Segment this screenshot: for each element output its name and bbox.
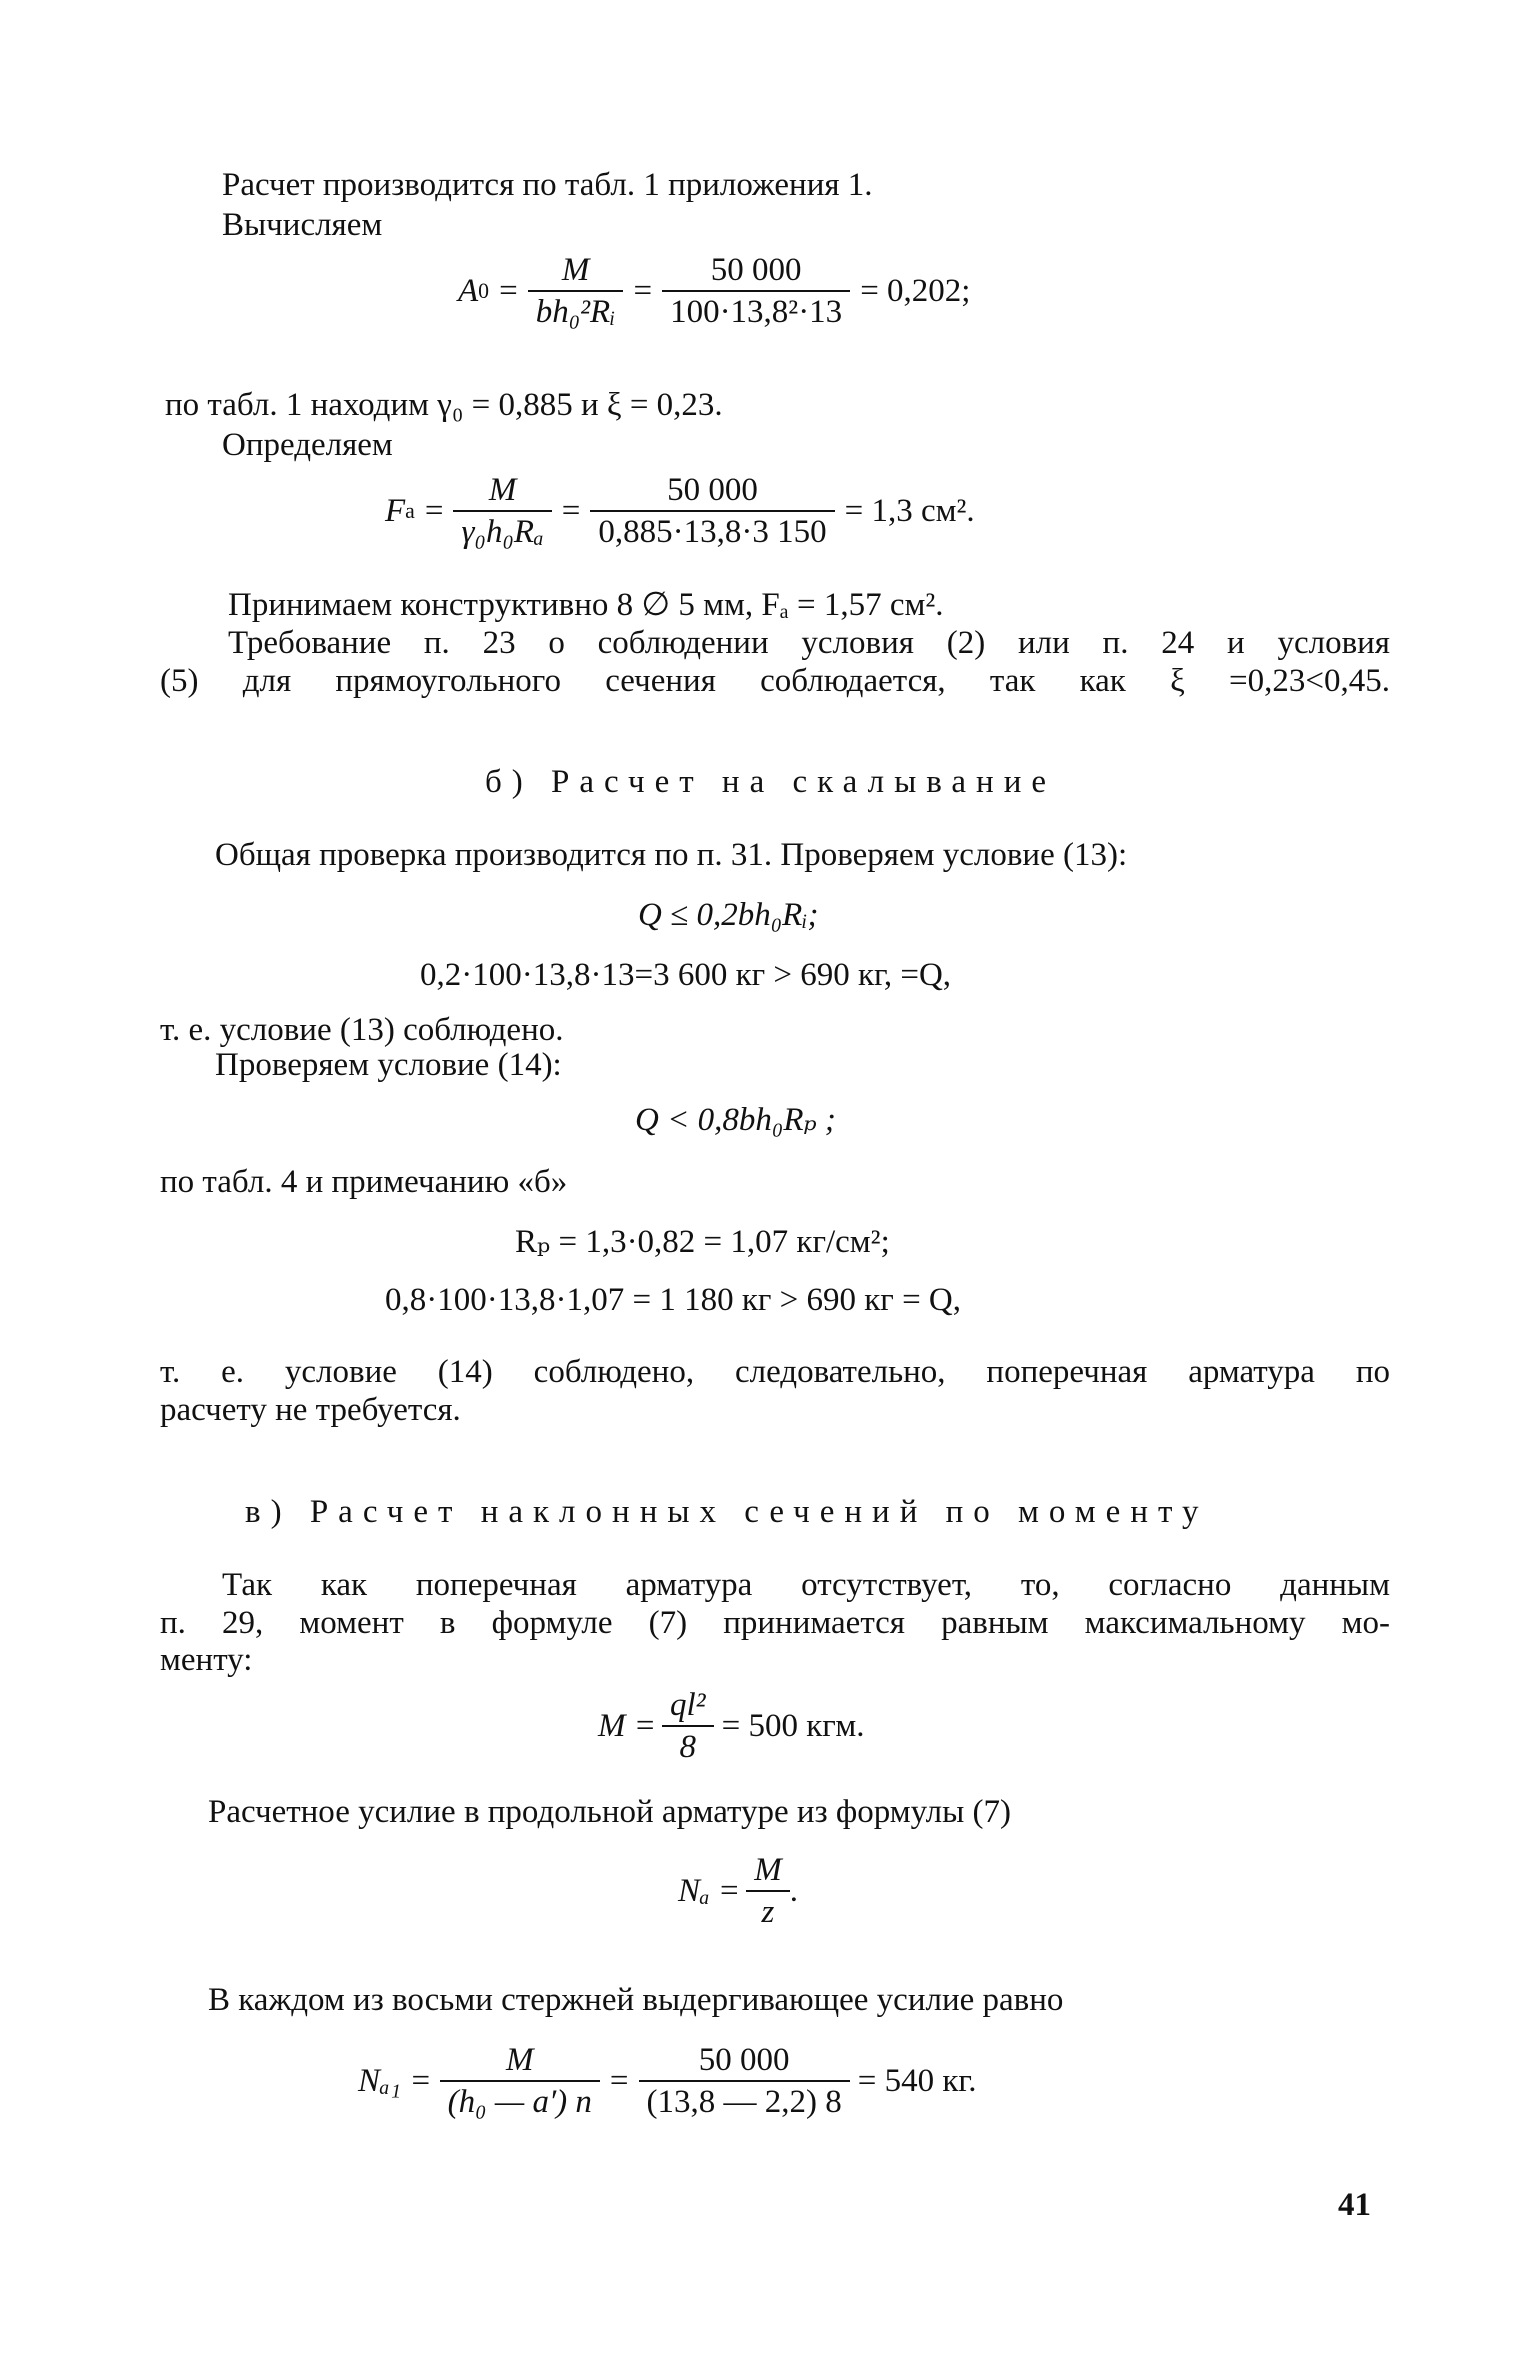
paragraph-line: Так как поперечная арматура отсутствует, то, согласно данным [222, 1567, 1390, 1603]
equation-fa [385, 470, 975, 553]
paragraph-line: Общая проверка производится по п. 31. Проверяем условие (13): [215, 837, 1128, 873]
eq-lhs: M = [598, 1708, 657, 1745]
numerator: M [746, 1850, 790, 1892]
numerator: ql² [662, 1685, 714, 1727]
paragraph-line: Определяем [222, 427, 393, 463]
equals-sign: = [561, 493, 581, 530]
equation-rp: Rₚ = 1,3·0,82 = 1,07 кг/см²; [515, 1224, 890, 1260]
paragraph-line: п. 29, момент в формуле (7) принимается равным максимальному мо- [160, 1605, 1390, 1641]
denominator: 8 [679, 1729, 697, 1766]
fraction [453, 470, 551, 553]
denominator: 0,885·13,8·3 150 [598, 514, 827, 551]
equals-sign: = [424, 493, 444, 530]
fraction [528, 250, 624, 333]
paragraph-line: Проверяем условие (14): [215, 1047, 562, 1083]
numerator: 50 000 [639, 2040, 850, 2082]
fraction [440, 2040, 600, 2123]
denominator: 100·13,8²·13 [670, 294, 843, 331]
eq-result: = 1,3 см². [844, 493, 975, 530]
eq-result: = 540 кг. [857, 2063, 977, 2100]
numerator: 50 000 [662, 250, 850, 292]
eq-lhs: A [458, 273, 479, 310]
paragraph-line: по табл. 1 находим γ₀ = 0,885 и ξ = 0,23. [165, 387, 723, 423]
paragraph-line: менту: [160, 1642, 253, 1678]
fraction [639, 2040, 850, 2123]
equation-a0 [458, 250, 970, 333]
equation-na1 [358, 2040, 977, 2123]
fraction [590, 470, 834, 553]
paragraph-line: Принимаем конструктивно 8 ∅ 5 мм, Fₐ = 1,57 см². [228, 587, 944, 623]
equals-sign: = [609, 2063, 629, 2100]
equals-sign: = [499, 273, 518, 310]
section-heading-b: б) Расчет на скалывание [485, 764, 1057, 800]
eq-lhs-sub: a [405, 498, 415, 523]
denominator: γ₀h₀Rₐ [461, 514, 544, 551]
paragraph-line: по табл. 4 и примечанию «б» [160, 1164, 568, 1200]
paragraph-line: Расчетное усилие в продольной арматуре из формулы (7) [208, 1794, 1012, 1830]
eq-result: = 0,202; [860, 273, 971, 310]
fraction [746, 1850, 790, 1933]
denominator: (13,8 — 2,2) 8 [646, 2084, 842, 2121]
paragraph-line: т. е. условие (14) соблюдено, следовательно, поперечная арматура по [160, 1354, 1390, 1390]
page-number: 41 [1338, 2187, 1371, 2223]
eq-lhs: Nₐ = [678, 1873, 741, 1910]
paragraph-line: Требование п. 23 о соблюдении условия (2) или п. 24 и условия [228, 625, 1390, 661]
equation-condition-14: Q < 0,8bh₀Rₚ ; [635, 1102, 836, 1138]
paragraph-line: Расчет производится по табл. 1 приложения 1. [222, 167, 873, 203]
equation-condition-13: Q ≤ 0,2bh₀Rᵢ; [638, 897, 819, 933]
section-heading-v: в) Расчет наклонных сечений по моменту [245, 1494, 1209, 1530]
equation-na [678, 1850, 798, 1933]
eq-result: . [789, 1873, 798, 1910]
fraction [662, 250, 850, 333]
paragraph-line: (5) для прямоугольного сечения соблюдается, так как ξ =0,23<0,45. [160, 663, 1390, 699]
eq-result: = 500 кгм. [721, 1708, 865, 1745]
eq-lhs-sub: 0 [478, 278, 490, 303]
equation-check-13: 0,2·100·13,8·13=3 600 кг > 690 кг, =Q, [420, 957, 952, 993]
paragraph-line: т. е. условие (13) соблюдено. [160, 1012, 564, 1048]
paragraph-line: В каждом из восьми стержней выдергивающее усилие равно [208, 1982, 1064, 2018]
equation-moment [598, 1685, 864, 1768]
numerator: M [453, 470, 551, 512]
numerator: M [528, 250, 624, 292]
equation-check-14: 0,8·100·13,8·1,07 = 1 180 кг > 690 кг = Q, [385, 1282, 962, 1318]
paragraph-line: расчету не требуется. [160, 1392, 461, 1428]
fraction [662, 1685, 714, 1768]
denominator: z [761, 1894, 775, 1931]
denominator: (h₀ — a′) n [447, 2084, 592, 2121]
numerator: M [440, 2040, 600, 2082]
denominator: bh₀²Rᵢ [535, 294, 616, 331]
eq-lhs: F [385, 493, 406, 530]
numerator: 50 000 [590, 470, 834, 512]
eq-lhs: Nₐ₁ = [358, 2063, 432, 2100]
paragraph-line: Вычисляем [222, 207, 383, 243]
equals-sign: = [633, 273, 653, 310]
